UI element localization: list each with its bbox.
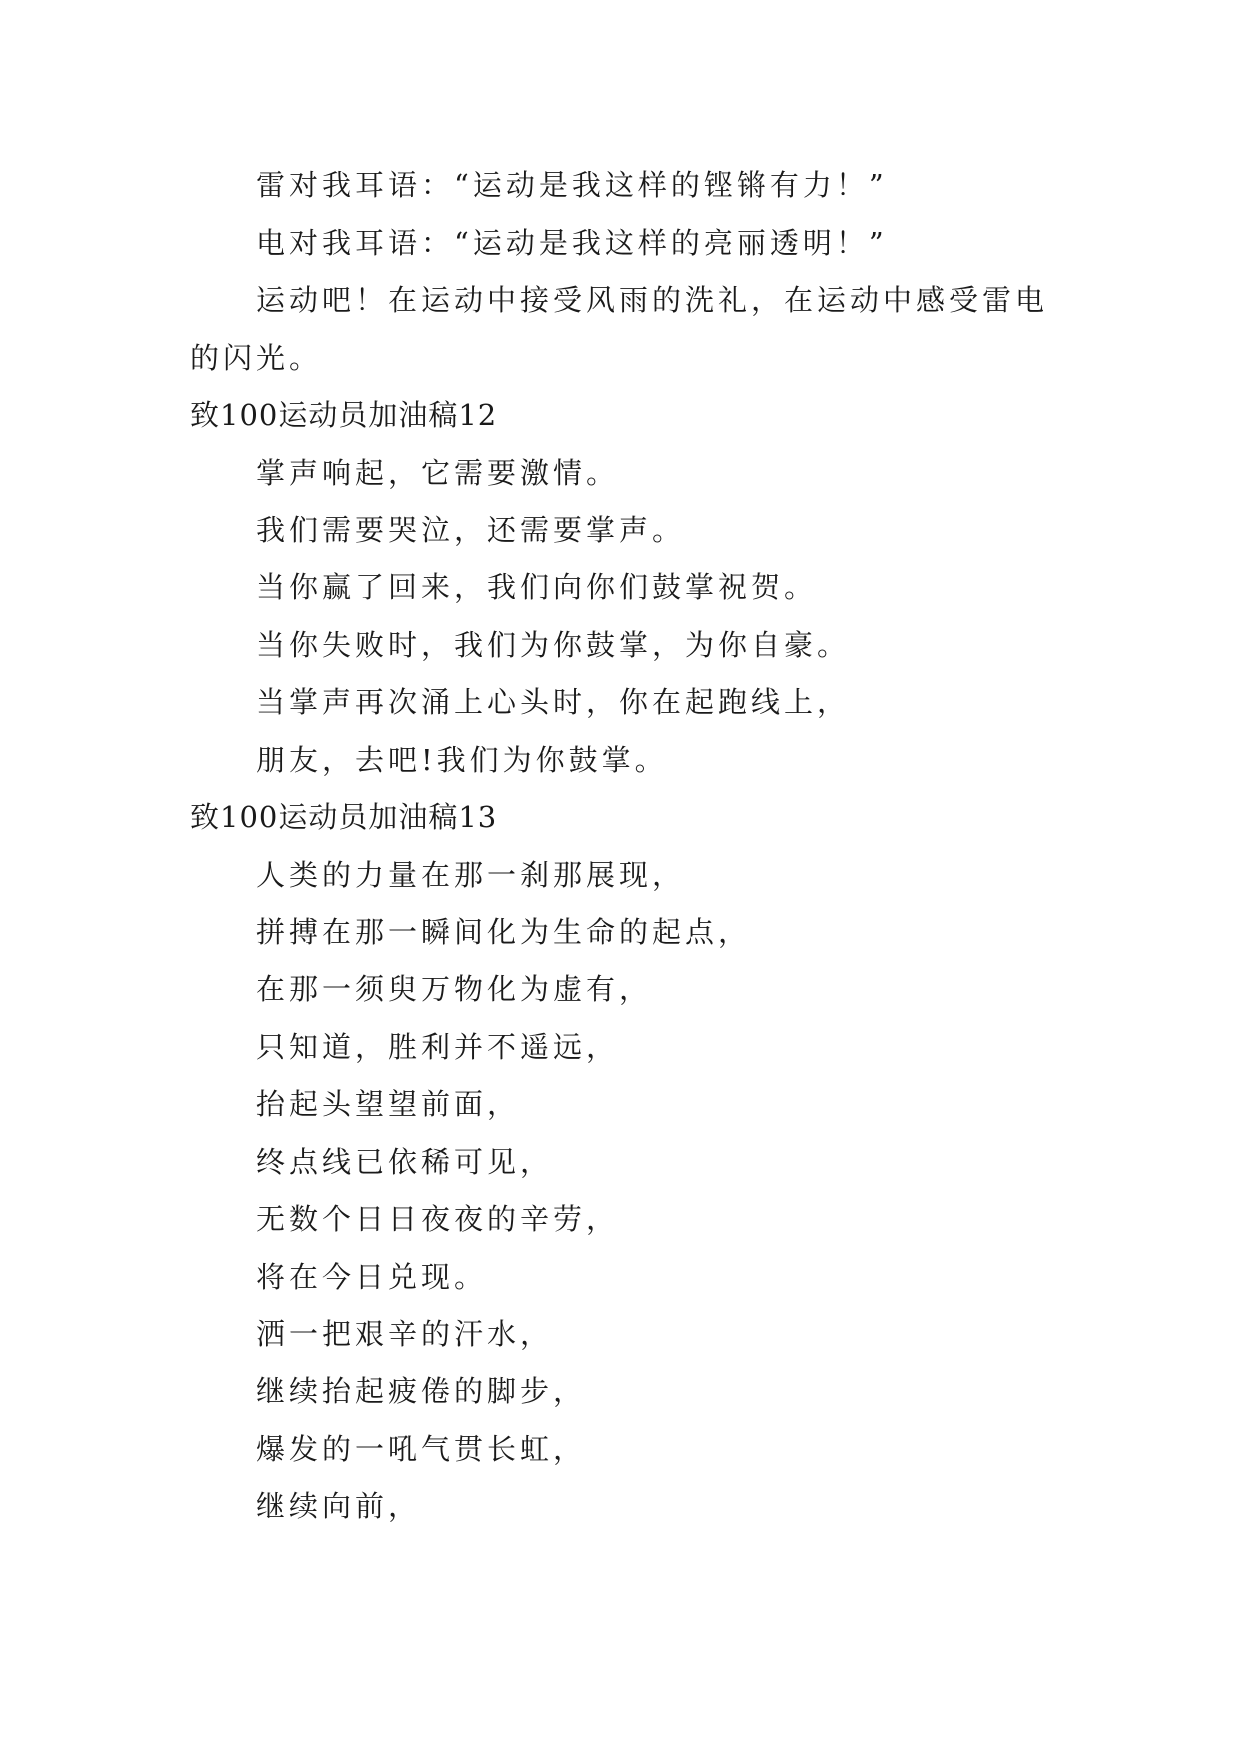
text-line: 拼搏在那一瞬间化为生命的起点， [256,915,752,949]
text-line: 当你赢了回来，我们向你们鼓掌祝贺。 [256,570,818,604]
text-line: 朋友，去吧!我们为你鼓掌。 [256,743,668,777]
text-line: 的闪光。 [190,341,323,375]
text-line: 人类的力量在那一刹那展现， [256,858,686,892]
text-line: 雷对我耳语：“运动是我这样的铿锵有力！” [256,168,888,202]
text-line: 爆发的一吼气贯长虹， [256,1432,587,1466]
text-line: 当你失败时，我们为你鼓掌，为你自豪。 [256,628,851,662]
text-line: 终点线已依稀可见， [256,1145,554,1179]
text-line: 抬起头望望前面， [256,1087,521,1121]
section-heading: 致100运动员加油稿13 [190,800,498,834]
text-line: 电对我耳语：“运动是我这样的亮丽透明！” [256,226,888,260]
text-line: 掌声响起，它需要激情。 [256,456,620,490]
text-line: 当掌声再次涌上心头时，你在起跑线上， [256,685,851,719]
text-line: 运动吧！在运动中接受风雨的洗礼，在运动中感受雷电 [256,283,1049,317]
section-heading: 致100运动员加油稿12 [190,398,498,432]
text-line: 只知道，胜利并不遥远， [256,1030,620,1064]
text-line: 我们需要哭泣，还需要掌声。 [256,513,686,547]
text-line: 在那一须臾万物化为虚有， [256,972,653,1006]
text-line: 继续向前， [256,1489,422,1523]
text-line: 将在今日兑现。 [256,1260,488,1294]
text-line: 无数个日日夜夜的辛劳， [256,1202,620,1236]
text-line: 继续抬起疲倦的脚步， [256,1374,587,1408]
text-line: 洒一把艰辛的汗水， [256,1317,554,1351]
